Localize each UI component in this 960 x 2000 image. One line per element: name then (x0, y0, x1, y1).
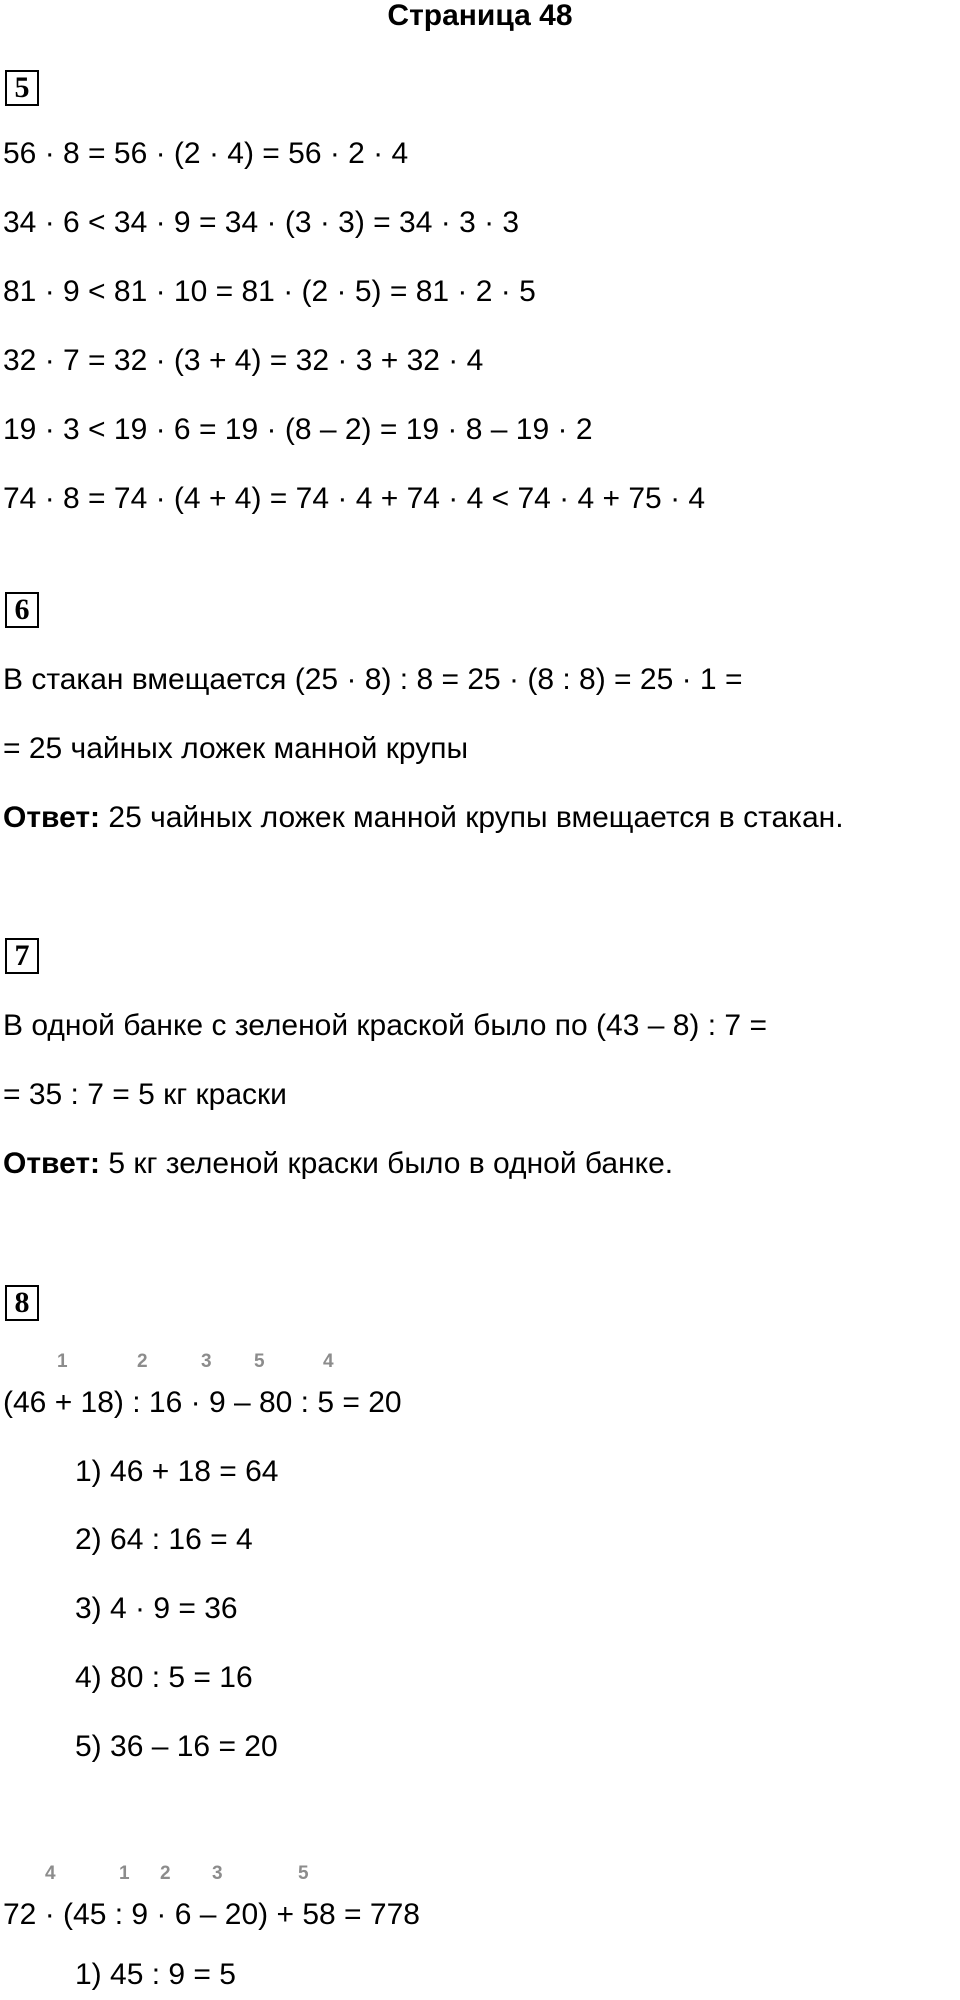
task-8-step: 2) 64 : 16 = 4 (75, 1523, 253, 1556)
task-6-line-2: = 25 чайных ложек манной крупы (3, 732, 468, 765)
task-8-step: 1) 45 : 9 = 5 (75, 1958, 236, 1991)
order-mark: 1 (119, 1863, 130, 1884)
order-mark: 5 (254, 1351, 265, 1372)
task-7-answer-label: Ответ: (3, 1147, 101, 1180)
task-7-line-2: = 35 : 7 = 5 кг краски (3, 1078, 287, 1111)
order-mark: 4 (323, 1351, 334, 1372)
task-5-line-6: 74 · 8 = 74 · (4 + 4) = 74 · 4 + 74 · 4 < 74 · 4 + 75 · 4 (3, 482, 706, 515)
order-mark: 2 (137, 1351, 148, 1372)
order-mark: 2 (160, 1863, 171, 1884)
task-8-expression-2: 72 · (45 : 9 · 6 – 20) + 58 = 778 (3, 1898, 420, 1931)
task-7-line-1: В одной банке с зеленой краской было по (43 – 8) : 7 = (3, 1009, 767, 1042)
task-6-line-1: В стакан вмещается (25 · 8) : 8 = 25 · (8 : 8) = 25 · 1 = (3, 663, 743, 696)
task-6-answer-text: 25 чайных ложек манной крупы вмещается в стакан. (100, 801, 844, 834)
task-5-line-4: 32 · 7 = 32 · (3 + 4) = 32 · 3 + 32 · 4 (3, 344, 484, 377)
task-8-step: 4) 80 : 5 = 16 (75, 1661, 253, 1694)
task-7-number: 7 (5, 938, 39, 974)
task-5-line-5: 19 · 3 < 19 · 6 = 19 · (8 – 2) = 19 · 8 – 19 · 2 (3, 413, 593, 446)
page-title: Страница 48 (387, 0, 573, 32)
task-8-expression-1: (46 + 18) : 16 · 9 – 80 : 5 = 20 (3, 1386, 402, 1419)
order-mark: 3 (201, 1351, 212, 1372)
task-7-answer (3, 1146, 673, 1182)
task-7-answer-text: 5 кг зеленой краски было в одной банке. (100, 1147, 674, 1180)
task-5-line-2: 34 · 6 < 34 · 9 = 34 · (3 · 3) = 34 · 3 · 3 (3, 206, 520, 239)
order-mark: 1 (57, 1351, 68, 1372)
task-5-line-3: 81 · 9 < 81 · 10 = 81 · (2 · 5) = 81 · 2 · 5 (3, 275, 536, 308)
task-6-answer (3, 800, 844, 836)
order-mark: 5 (298, 1863, 309, 1884)
order-mark: 4 (45, 1863, 56, 1884)
task-5-line-1: 56 · 8 = 56 · (2 · 4) = 56 · 2 · 4 (3, 137, 409, 170)
task-5-number: 5 (5, 70, 39, 106)
task-8-step: 5) 36 – 16 = 20 (75, 1730, 278, 1763)
task-6-number: 6 (5, 592, 39, 628)
order-mark: 3 (212, 1863, 223, 1884)
task-8-step: 1) 46 + 18 = 64 (75, 1455, 279, 1488)
task-6-answer-label: Ответ: (3, 801, 101, 834)
task-8-number: 8 (5, 1285, 39, 1321)
task-8-step: 3) 4 · 9 = 36 (75, 1592, 238, 1625)
